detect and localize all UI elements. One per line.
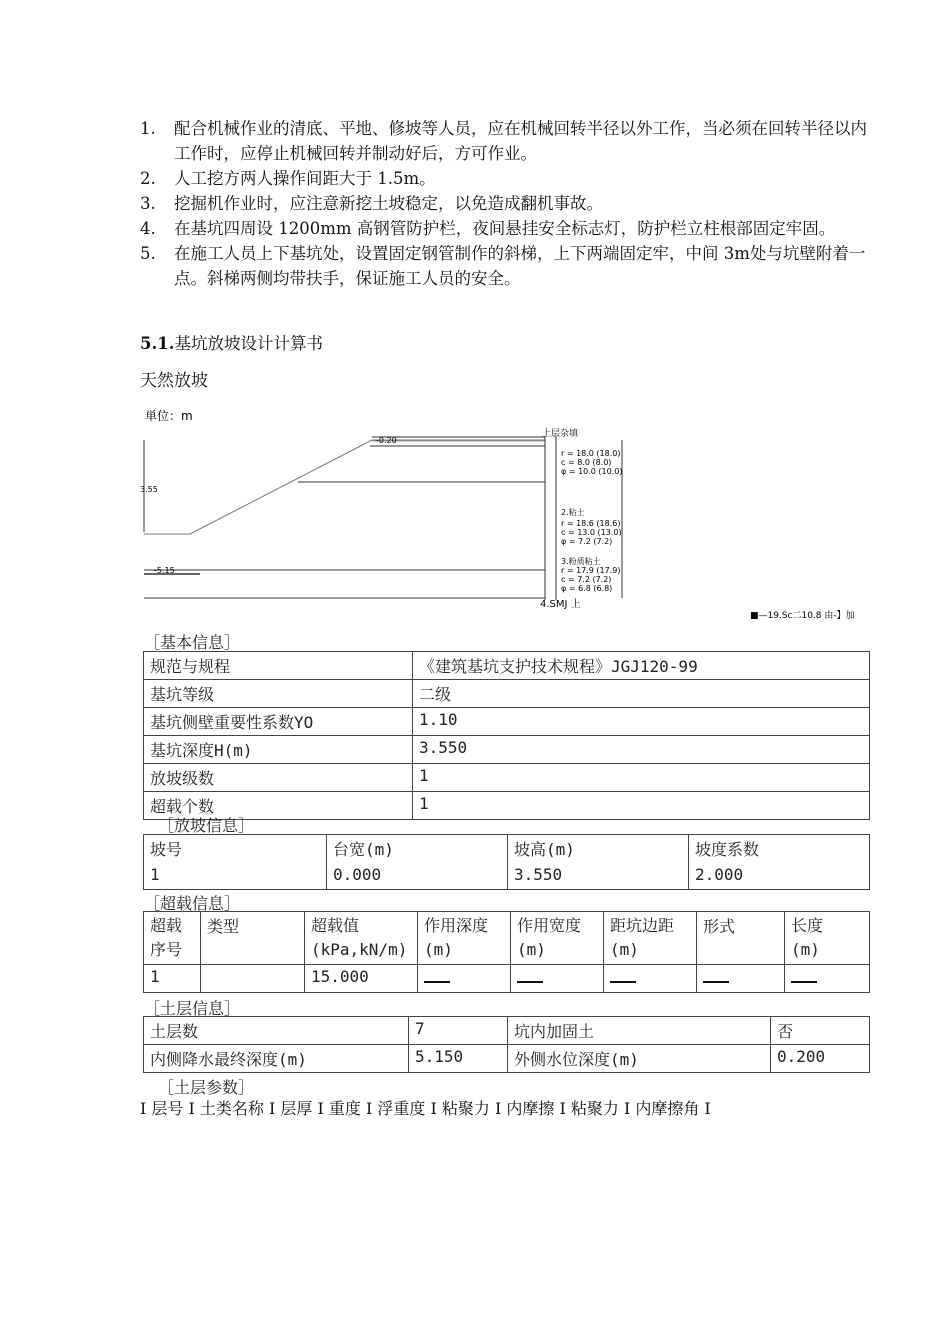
table-row — [144, 652, 870, 680]
basic-info-title: ［基本信息］ — [144, 633, 241, 652]
layer-param: φ = 7.2 (7.2) — [561, 537, 613, 546]
column-header: 超载值 (kPa,kN/m) — [305, 912, 418, 965]
unit-label: 単位：m — [145, 409, 193, 423]
table-row — [144, 912, 870, 965]
section-number: 5.1. — [140, 334, 175, 353]
table-cell: 基坑等级 — [144, 680, 413, 708]
list-number: 3. — [140, 194, 156, 213]
dash-mark — [517, 981, 543, 983]
table-cell: 7 — [409, 1017, 508, 1045]
column-header: 长度 (m) — [785, 912, 870, 965]
list-text: 配合机械作业的清底、平地、修坡等人员，应在机械回转半径以外工作，当必须在回转半径以内工作时，应停止机械回转并制动好后，方可作业。 — [174, 119, 867, 163]
cell-value: 1 — [150, 865, 160, 884]
soil-params-title: ［土层参数］ — [158, 1078, 255, 1097]
table-cell — [201, 965, 305, 993]
list-number: 4. — [140, 219, 156, 238]
list-number: 1. — [140, 119, 156, 138]
column-header: 形式 — [697, 912, 785, 965]
table-cell: 土层数 — [144, 1017, 409, 1045]
top-level-label: -0.20 — [376, 436, 397, 445]
dash-mark — [791, 981, 817, 983]
column-header: 作用深度 (m) — [418, 912, 511, 965]
table-cell: 基坑侧壁重要性系数YO — [144, 708, 413, 736]
table-cell: 《建筑基坑支护技术规程》JGJ120-99 — [413, 652, 870, 680]
list-text: 在施工人员上下基坑处，设置固定钢管制作的斜梯，上下两端固定牢，中间 3m处与坑壁附着一点。斜梯两侧均带扶手，保证施工人员的安全。 — [174, 244, 866, 288]
soil-info-title: ［土层信息］ — [144, 999, 241, 1018]
table-cell: 5.150 — [409, 1045, 508, 1073]
layer-param: r = 18.0 (18.0) — [561, 449, 621, 458]
table-cell: 放坡级数 — [144, 764, 413, 792]
dash-mark — [424, 981, 450, 983]
table-row — [144, 1045, 870, 1073]
slope-info-table — [143, 834, 870, 890]
bottom-level-label: -5.15 — [154, 566, 175, 575]
list-text: 在基坑四周设 1200mm 高钢管防护栏，夜间悬挂安全标志灯，防护栏立柱根部固定牢固。 — [174, 219, 836, 238]
table-cell: 超载个数 — [144, 792, 413, 820]
table-row — [144, 965, 870, 993]
table-cell: 坑内加固土 — [508, 1017, 771, 1045]
table-cell — [511, 965, 604, 993]
table-cell: 规范与规程 — [144, 652, 413, 680]
cell-value: 3.550 — [514, 865, 563, 884]
column-header: 坡高(m) — [514, 840, 575, 859]
table-cell: 外侧水位深度(m) — [508, 1045, 771, 1073]
table-cell: 1.10 — [413, 708, 870, 736]
list-item — [140, 191, 880, 216]
table-cell: 3.550 — [413, 736, 870, 764]
safety-list — [140, 116, 880, 291]
soil-params-header: I 层号 I 土类名称 I 层厚 I 重度 I 浮重度 I 粘聚力 I 内摩擦 I 粘聚力 I 内摩擦角 I — [140, 1099, 711, 1118]
column-header: 距坑边距 (m) — [604, 912, 697, 965]
layer-name: 4.SMJ 上 — [540, 599, 581, 610]
column-header: 坡度系数 — [695, 840, 760, 859]
layer-name: 2.粘土 — [561, 508, 585, 517]
table-row — [144, 1017, 870, 1045]
table-cell — [785, 965, 870, 993]
table-cell: 1 — [144, 965, 201, 993]
table-cell — [689, 835, 870, 890]
cell-value: 2.000 — [695, 865, 744, 884]
list-item — [140, 241, 880, 291]
diagram-footnote: ■—19.Sc二10.8 由-】加 — [750, 611, 855, 621]
table-cell: 内侧降水最终深度(m) — [144, 1045, 409, 1073]
layer-param: c = 8.0 (8.0) — [561, 458, 612, 467]
list-text: 人工挖方两人操作间距大于 1.5m。 — [174, 169, 436, 188]
surcharge-info-table — [143, 911, 870, 993]
cell-value: 0.000 — [333, 865, 382, 884]
table-cell: 二级 — [413, 680, 870, 708]
slope-diagram — [140, 400, 880, 625]
column-header: 类型 — [201, 912, 305, 965]
layer-param: r = 18.6 (18.6) — [561, 519, 621, 528]
layer-param: c = 7.2 (7.2) — [561, 575, 612, 584]
table-cell: 0.200 — [771, 1045, 870, 1073]
list-item — [140, 216, 880, 241]
dash-mark — [610, 981, 636, 983]
subsection-title: 天然放坡 — [140, 371, 208, 391]
table-cell — [697, 965, 785, 993]
column-header: 台宽(m) — [333, 840, 394, 859]
slope-info-title: ［放坡信息］ — [158, 816, 255, 835]
table-cell: 1 — [413, 792, 870, 820]
table-row — [144, 680, 870, 708]
table-cell — [604, 965, 697, 993]
section-heading — [140, 330, 323, 354]
table-cell: 否 — [771, 1017, 870, 1045]
table-row — [144, 835, 870, 890]
list-number: 2. — [140, 169, 156, 188]
surcharge-info-title: ［超载信息］ — [144, 894, 241, 913]
table-row — [144, 764, 870, 792]
list-number: 5. — [140, 244, 156, 263]
column-header: 坡号 — [150, 840, 183, 859]
table-cell: 基坑深度H(m) — [144, 736, 413, 764]
table-row — [144, 708, 870, 736]
layer-param: φ = 10.0 (10.0) — [561, 467, 623, 476]
layer-param: φ = 6.8 (6.8) — [561, 584, 613, 593]
table-cell — [327, 835, 508, 890]
slope-profile — [144, 440, 545, 534]
section-title: 基坑放坡设计计算书 — [174, 334, 323, 353]
table-cell: 1 — [413, 764, 870, 792]
table-cell — [508, 835, 689, 890]
column-header: 作用宽度 (m) — [511, 912, 604, 965]
layer-param: c = 13.0 (13.0) — [561, 528, 622, 537]
left-depth-label: 3.55 — [140, 485, 158, 494]
list-text: 挖掘机作业时，应注意新挖土坡稳定，以免造成翻机事故。 — [174, 194, 603, 213]
basic-info-table — [143, 651, 870, 820]
table-row — [144, 736, 870, 764]
list-item — [140, 116, 880, 166]
table-cell — [144, 835, 327, 890]
soil-info-table — [143, 1016, 870, 1073]
column-header: 超载 序号 — [144, 912, 201, 965]
layer-param: r = 17.9 (17.9) — [561, 566, 621, 575]
table-cell — [418, 965, 511, 993]
list-item — [140, 166, 880, 191]
layer-name: 上层杂填 — [542, 429, 579, 439]
layer-name: 3.粉质粘土 — [561, 557, 601, 566]
dash-mark — [703, 981, 729, 983]
table-cell: 15.000 — [305, 965, 418, 993]
